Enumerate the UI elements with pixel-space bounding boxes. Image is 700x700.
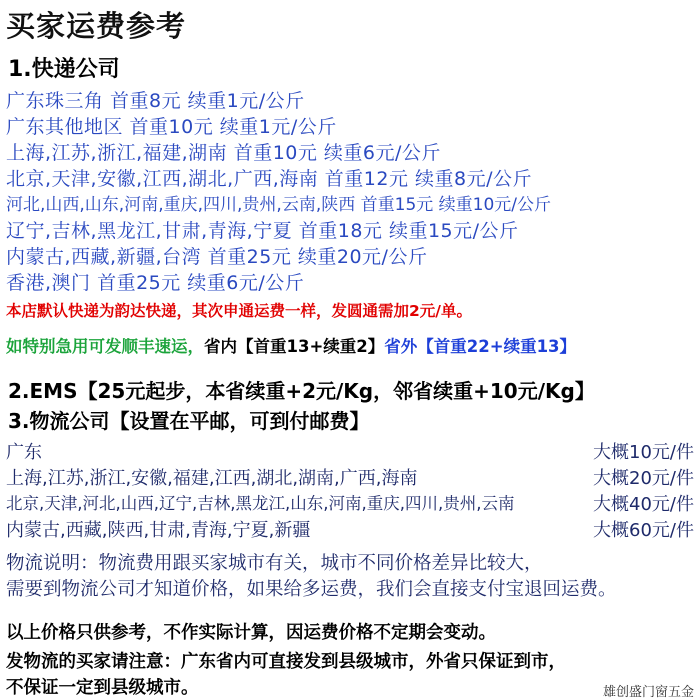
- logistics-region: 内蒙古,西藏,陕西,甘肃,青海,宁夏,新疆: [6, 520, 311, 541]
- sf-out-province: 省外【首重22+续重13】: [384, 337, 577, 356]
- buyer-notice-line2: 不保证一定到县级城市。: [6, 678, 199, 698]
- logistics-row: [6, 438, 694, 462]
- logistics-row: [6, 464, 694, 488]
- logistics-price: 大概20元/件: [593, 468, 694, 489]
- buyer-notice-line1: 发物流的买家请注意：广东省内可直接发到县级城市，外省只保证到市，: [6, 652, 566, 672]
- page-title: 买家运费参考: [6, 9, 187, 43]
- logistics-row: [6, 490, 694, 514]
- sf-in-province: 省内【首重13+续重2】: [204, 337, 385, 356]
- express-rate-row: 广东珠三角 首重8元 续重1元/公斤: [6, 90, 305, 112]
- logistics-price: 大概10元/件: [593, 442, 694, 463]
- logistics-region: 广东: [6, 442, 42, 463]
- logistics-region: 上海,江苏,浙江,安徽,福建,江西,湖北,湖南,广西,海南: [6, 468, 418, 489]
- logistics-price: 大概40元/件: [593, 494, 694, 515]
- logistics-region: 北京,天津,河北,山西,辽宁,吉林,黑龙江,山东,河南,重庆,四川,贵州,云南: [6, 494, 515, 513]
- logistics-note-line1: 物流说明：物流费用跟买家城市有关，城市不同价格差异比较大，: [6, 553, 543, 574]
- express-heading: 1.快递公司: [8, 57, 120, 82]
- ems-heading: 2.EMS【25元起步，本省续重+2元/Kg，邻省续重+10元/Kg】: [8, 379, 595, 403]
- default-courier-note: 本店默认快递为韵达快递，其次申通运费一样，发圆通需加2元/单。: [6, 302, 472, 320]
- express-rate-row: 辽宁,吉林,黑龙江,甘肃,青海,宁夏 首重18元 续重15元/公斤: [6, 220, 519, 242]
- price-disclaimer: 以上价格只供参考，不作实际计算，因运费价格不定期会变动。: [6, 623, 496, 643]
- sf-express-note: [6, 333, 576, 357]
- logistics-row: [6, 516, 694, 540]
- express-rate-row: 河北,山西,山东,河南,重庆,四川,贵州,云南,陕西 首重15元 续重10元/公斤: [6, 195, 552, 215]
- express-rate-row: 上海,江苏,浙江,福建,湖南 首重10元 续重6元/公斤: [6, 142, 441, 164]
- express-rate-row: 内蒙古,西藏,新疆,台湾 首重25元 续重20元/公斤: [6, 246, 428, 268]
- express-rate-row: 广东其他地区 首重10元 续重1元/公斤: [6, 116, 337, 138]
- sf-lead: 如特别急用可发顺丰速运，: [6, 337, 204, 356]
- express-rate-row: 北京,天津,安徽,江西,湖北,广西,海南 首重12元 续重8元/公斤: [6, 168, 532, 190]
- logistics-note-line2: 需要到物流公司才知道价格，如果给多运费，我们会直接支付宝退回运费。: [6, 579, 617, 600]
- watermark: 雄创盛门窗五金: [602, 685, 694, 700]
- express-rate-row: 香港,澳门 首重25元 续重6元/公斤: [6, 272, 305, 294]
- logistics-price: 大概60元/件: [593, 520, 694, 541]
- logistics-heading: 3.物流公司【设置在平邮，可到付邮费】: [8, 409, 370, 433]
